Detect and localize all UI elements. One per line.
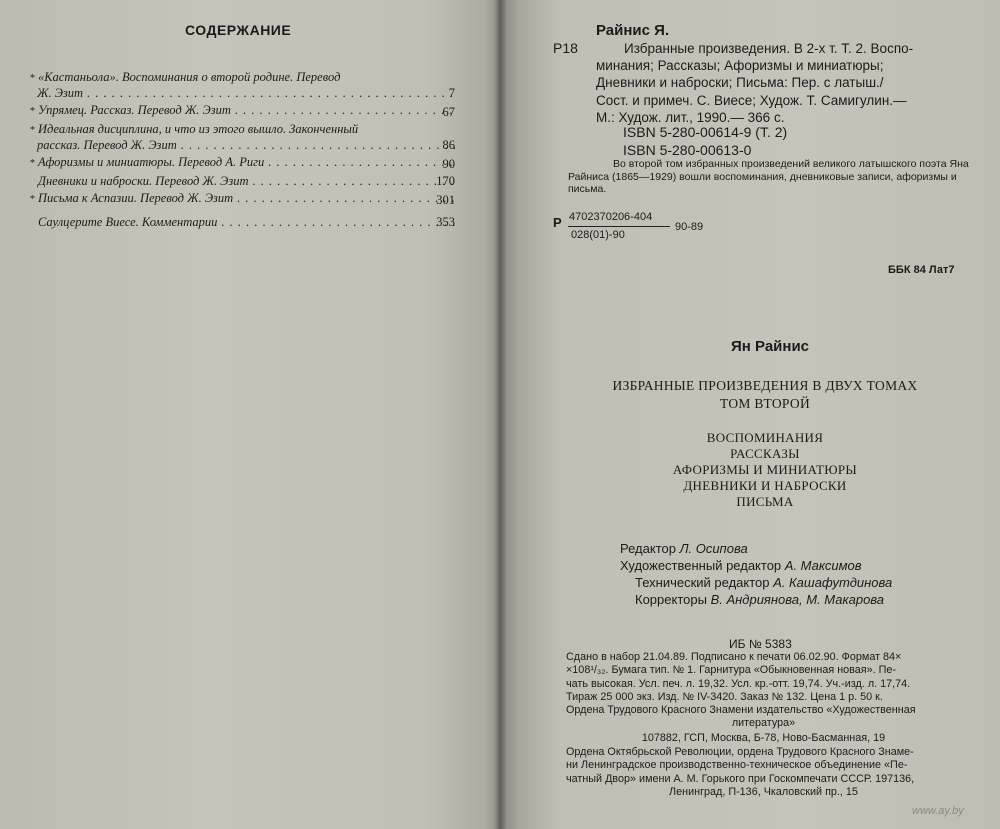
toc-entry-text: рассказ. Перевод Ж. Эзит . . . xyxy=(37,138,455,152)
credit-row xyxy=(540,540,960,557)
address-line: 107882, ГСП, Москва, Б-78, Ново-Басманная, 19 xyxy=(641,732,886,744)
credits xyxy=(540,540,960,608)
toc-entry-text: Саулцерите Виесе. Комментарии . . . xyxy=(38,215,455,229)
bib-code: Р18 xyxy=(553,40,578,56)
address-line: чатный Двор» имени А. М. Горького при Госкомпечати СССР. 197136, xyxy=(566,772,915,785)
section-title: РАССКАЗЫ xyxy=(730,446,800,461)
toc-page-number: 7 xyxy=(448,86,455,100)
toc-entry-text: «Кастаньола». Воспоминания о второй родине. Перевод xyxy=(38,70,341,84)
toc-entry-line xyxy=(30,70,455,86)
credit-name: Л. Осипова xyxy=(679,541,748,556)
bib-author: Райнис Я. xyxy=(596,22,670,39)
toc-star: * xyxy=(30,194,35,205)
toc-star: * xyxy=(30,125,35,136)
toc-star: * xyxy=(30,106,35,117)
toc-entry-line xyxy=(30,215,455,229)
imprint-line: литература» xyxy=(731,717,796,730)
volume-label: ТОМ ВТОРОЙ xyxy=(719,396,810,411)
bib-line: Сост. и примеч. С. Виесе; Худож. Т. Самигулин.— xyxy=(596,92,907,108)
imprint-line: Ордена Трудового Красного Знамени издательство «Художественная xyxy=(566,704,916,717)
isbn-volume: ISBN 5-280-00614-9 (Т. 2) xyxy=(623,124,788,140)
bibliographic-description xyxy=(596,40,966,126)
toc-entry-text: Афоризмы и миниатюры. Перевод А. Риги . . . xyxy=(38,155,455,169)
toc-page-number: 301 xyxy=(436,193,455,207)
credit-role: Художественный редактор xyxy=(620,558,785,573)
toc-entry-line xyxy=(30,122,455,138)
toc-star: * xyxy=(30,73,35,84)
credit-role: Корректоры xyxy=(635,592,711,607)
credit-role: Технический редактор xyxy=(635,575,774,590)
watermark: www.ay.by xyxy=(912,805,964,817)
toc-entry xyxy=(30,103,455,119)
imprint-line: ×108¹/₃₂. Бумага тип. № 1. Гарнитура «Обыкновенная новая». Пе- xyxy=(566,664,896,677)
toc-entry-line xyxy=(30,103,455,119)
index-number-bottom: 028(01)-90 xyxy=(571,229,625,241)
toc-page-number: 67 xyxy=(442,105,455,119)
bib-line: М.: Худож. лит., 1990.— 366 с. xyxy=(596,109,785,125)
imprint-line: Тираж 25 000 экз. Изд. № IV-3420. Заказ № 132. Цена 1 р. 50 к. xyxy=(566,690,883,703)
toc-page-number: 170 xyxy=(436,174,455,188)
toc-entry-text: Упрямец. Рассказ. Перевод Ж. Эзит . . . xyxy=(38,103,455,117)
bbk-code: ББК 84 Лат7 xyxy=(888,264,955,276)
toc-entry xyxy=(30,155,455,171)
toc-entry-text: Дневники и наброски. Перевод Ж. Эзит . . . xyxy=(38,174,455,188)
imprint-line: чать высокая. Усл. печ. л. 19,32. Усл. кр.-отт. 19,74. Уч.-изд. л. 17,74. xyxy=(566,677,911,690)
author-name: Ян Райнис xyxy=(731,338,810,355)
section-title: ВОСПОМИНАНИЯ xyxy=(706,430,824,445)
credit-row xyxy=(540,591,960,608)
address-line: Ленинград, П-136, Чкаловский пр., 15 xyxy=(669,786,858,798)
credit-role: Редактор xyxy=(620,541,680,556)
bib-line: минания; Рассказы; Афоризмы и миниатюры; xyxy=(596,58,884,74)
credit-name: А. Максимов xyxy=(784,558,862,573)
toc-entry xyxy=(30,122,455,152)
toc-title: СОДЕРЖАНИЕ xyxy=(185,22,292,38)
section-title: ПИСЬМА xyxy=(736,494,794,509)
toc-entry xyxy=(30,191,455,207)
book-gutter xyxy=(494,0,508,829)
toc-star: * xyxy=(30,158,35,169)
bib-line: Избранные произведения. В 2-х т. Т. 2. Воспо- xyxy=(624,41,914,56)
toc-entry-text: Ж. Эзит . . . xyxy=(37,86,455,100)
printer-address xyxy=(566,732,961,800)
ib-number: ИБ № 5383 xyxy=(729,637,792,651)
credit-name: В. Андриянова, М. Макарова xyxy=(710,592,885,607)
toc-entry-text: Идеальная дисциплина, и что из этого вышло. Законченный xyxy=(38,122,359,136)
credit-name: А. Кашафутдинова xyxy=(773,575,893,590)
main-title: ИЗБРАННЫЕ ПРОИЗВЕДЕНИЯ В ДВУХ ТОМАХ xyxy=(612,378,918,393)
section-title: ДНЕВНИКИ И НАБРОСКИ xyxy=(683,478,847,493)
index-number-top: 4702370206-404 xyxy=(569,211,653,223)
toc-page-number: 86 xyxy=(442,138,455,152)
toc-entry xyxy=(30,174,455,188)
annotation: Во второй том избранных произведений великого латышского поэта Яна Райниса (1865—1929) вошли воспоминания, дневниковые записи, афоризмы и письма. xyxy=(568,158,969,195)
toc-page-number: 90 xyxy=(442,157,455,171)
section-title: АФОРИЗМЫ И МИНИАТЮРЫ xyxy=(672,462,858,477)
toc-entry xyxy=(30,70,455,100)
credit-row xyxy=(540,574,960,591)
index-number-side: 90-89 xyxy=(675,221,704,233)
toc-entry-text: Письма к Аспазии. Перевод Ж. Эзит . . . xyxy=(38,191,455,205)
table-of-contents xyxy=(30,70,455,232)
address-line: ни Ленинградское производственно-техническое объединение «Пе- xyxy=(566,759,908,771)
imprint xyxy=(566,651,961,731)
toc-entry-line xyxy=(30,191,455,207)
address-line: Ордена Октябрьской Революции, ордена Трудового Красного Знаме- xyxy=(566,745,914,758)
toc-entry-line xyxy=(30,86,455,100)
toc-entry xyxy=(30,215,455,229)
fraction-line xyxy=(568,226,670,227)
isbn-set: ISBN 5-280-00613-0 xyxy=(623,142,752,158)
toc-entry-line xyxy=(30,174,455,188)
bib-line: Дневники и наброски; Письма: Пер. с латыш./ xyxy=(596,75,884,91)
credit-row xyxy=(540,557,960,574)
toc-entry-line xyxy=(30,138,455,152)
imprint-line: Сдано в набор 21.04.89. Подписано к печати 06.02.90. Формат 84× xyxy=(566,651,902,663)
r-letter: Р xyxy=(553,215,562,230)
toc-entry-line xyxy=(30,155,455,171)
toc-page-number: 353 xyxy=(436,215,455,229)
